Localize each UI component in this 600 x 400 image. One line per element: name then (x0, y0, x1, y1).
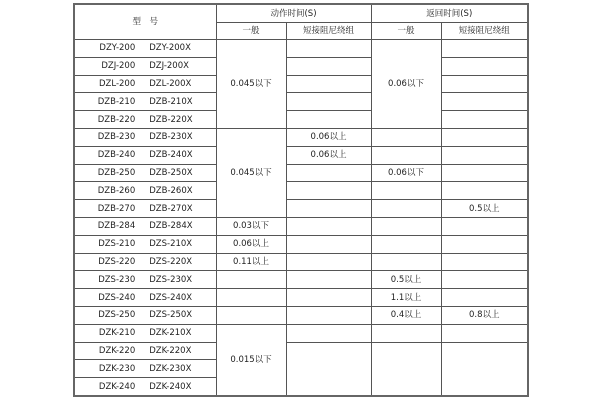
return-short-damping-cell (441, 253, 528, 271)
model-x-variant: DZB-284X (149, 221, 193, 232)
header-row-1 (74, 4, 528, 23)
model-name: DZK-240 (98, 381, 136, 392)
action-short-damping-cell (286, 111, 371, 129)
return-general-cell: 1.1以上 (371, 289, 441, 307)
model-name: DZK-230 (98, 363, 136, 374)
action-general-cell: 0.03以下 (216, 217, 286, 235)
model-name: DZY-200 (99, 43, 136, 54)
header-action-time: 动作时间(S) (216, 4, 371, 23)
model-name: DZS-220 (98, 256, 136, 267)
return-short-damping-cell (441, 75, 528, 93)
model-cell (74, 40, 216, 58)
action-short-damping-cell (286, 289, 371, 307)
table-row (74, 164, 528, 182)
model-name: DZS-250 (98, 310, 136, 321)
model-x-variant: DZB-230X (149, 132, 193, 143)
model-x-variant: DZK-240X (149, 381, 192, 392)
model-cell (74, 235, 216, 253)
model-cell (74, 111, 216, 129)
model-cell (74, 200, 216, 218)
model-x-variant: DZB-220X (149, 114, 193, 125)
model-cell (74, 182, 216, 200)
model-cell (74, 378, 216, 396)
return-short-damping-cell (441, 93, 528, 111)
action-general-cell (216, 306, 286, 324)
model-cell (74, 146, 216, 164)
table-row (74, 146, 528, 164)
model-x-variant: DZY-200X (149, 43, 191, 54)
model-cell (74, 306, 216, 324)
header-return-short-damping: 短接阻尼绕组 (441, 23, 528, 40)
return-short-damping-cell (441, 182, 528, 200)
model-x-variant: DZB-260X (149, 185, 193, 196)
model-x-variant: DZL-200X (149, 78, 192, 89)
table-row (74, 200, 528, 218)
action-short-damping-cell (286, 200, 371, 218)
table-row (74, 182, 528, 200)
return-short-damping-cell: 0.5以上 (441, 200, 528, 218)
return-short-damping-cell (441, 289, 528, 307)
model-name: DZL-200 (99, 78, 136, 89)
action-short-damping-cell (286, 271, 371, 289)
action-short-damping-cell (286, 182, 371, 200)
return-general-cell (371, 200, 441, 218)
return-short-damping-cell (441, 235, 528, 253)
model-x-variant: DZB-210X (149, 96, 193, 107)
return-general-cell: 0.4以上 (371, 306, 441, 324)
return-short-damping-cell (441, 57, 528, 75)
action-general-cell: 0.045以下 (216, 40, 286, 129)
model-name: DZB-270 (97, 203, 136, 214)
return-general-cell (371, 217, 441, 235)
model-name: DZB-260 (97, 185, 136, 196)
action-short-damping-cell: 0.06以上 (286, 146, 371, 164)
action-short-damping-cell: 0.06以上 (286, 128, 371, 146)
return-short-damping-cell (441, 342, 528, 396)
return-short-damping-cell (441, 271, 528, 289)
model-cell (74, 57, 216, 75)
action-short-damping-cell (286, 235, 371, 253)
table-row (74, 306, 528, 324)
table-row (74, 111, 528, 129)
return-short-damping-cell (441, 146, 528, 164)
model-x-variant: DZS-210X (149, 239, 193, 250)
model-cell (74, 128, 216, 146)
return-general-cell (371, 182, 441, 200)
table-row (74, 289, 528, 307)
return-general-cell (371, 128, 441, 146)
model-name: DZS-230 (98, 274, 136, 285)
action-general-cell (216, 289, 286, 307)
model-name: DZJ-200 (101, 61, 136, 72)
action-short-damping-cell (286, 324, 371, 342)
model-name: DZB-250 (97, 167, 136, 178)
return-short-damping-cell (441, 40, 528, 58)
action-short-damping-cell (286, 57, 371, 75)
return-short-damping-cell (441, 111, 528, 129)
model-cell (74, 324, 216, 342)
model-x-variant: DZS-240X (149, 292, 193, 303)
action-short-damping-cell (286, 342, 371, 396)
model-cell (74, 217, 216, 235)
model-x-variant: DZK-210X (149, 328, 192, 339)
header-return-general: 一般 (371, 23, 441, 40)
return-general-cell (371, 253, 441, 271)
table-row (74, 93, 528, 111)
action-short-damping-cell (286, 164, 371, 182)
action-general-cell (216, 271, 286, 289)
model-x-variant: DZS-250X (149, 310, 193, 321)
model-x-variant: DZJ-200X (149, 61, 189, 72)
table-row (74, 235, 528, 253)
action-general-cell: 0.06以上 (216, 235, 286, 253)
model-name: DZB-240 (97, 150, 136, 161)
model-cell (74, 289, 216, 307)
table-row (74, 128, 528, 146)
relay-timing-table (73, 3, 529, 397)
model-name: DZB-230 (97, 132, 136, 143)
return-general-cell (371, 342, 441, 396)
action-short-damping-cell (286, 306, 371, 324)
model-name: DZB-284 (97, 221, 136, 232)
model-cell (74, 164, 216, 182)
action-short-damping-cell (286, 253, 371, 271)
return-general-cell: 0.06以下 (371, 164, 441, 182)
model-x-variant: DZK-230X (149, 363, 192, 374)
return-general-cell: 0.06以下 (371, 40, 441, 129)
table-row (74, 342, 528, 360)
action-short-damping-cell (286, 93, 371, 111)
model-x-variant: DZB-250X (149, 167, 193, 178)
model-x-variant: DZK-220X (149, 345, 192, 356)
model-cell (74, 271, 216, 289)
model-cell (74, 253, 216, 271)
model-name: DZB-220 (97, 114, 136, 125)
header-action-general: 一般 (216, 23, 286, 40)
header-return-time: 返回时间(S) (371, 4, 528, 23)
header-action-short-damping: 短接阻尼绕组 (286, 23, 371, 40)
return-short-damping-cell (441, 128, 528, 146)
table-row (74, 217, 528, 235)
model-cell (74, 93, 216, 111)
table-row (74, 57, 528, 75)
model-x-variant: DZB-270X (149, 203, 193, 214)
model-cell (74, 360, 216, 378)
return-general-cell: 0.5以上 (371, 271, 441, 289)
action-short-damping-cell (286, 217, 371, 235)
model-x-variant: DZS-230X (149, 274, 193, 285)
model-name: DZS-240 (98, 292, 136, 303)
model-cell (74, 342, 216, 360)
table-row (74, 253, 528, 271)
table-row (74, 40, 528, 58)
return-general-cell (371, 235, 441, 253)
return-short-damping-cell: 0.8以上 (441, 306, 528, 324)
model-x-variant: DZS-220X (149, 256, 193, 267)
model-x-variant: DZB-240X (149, 150, 193, 161)
model-name: DZK-220 (98, 345, 136, 356)
return-short-damping-cell (441, 324, 528, 342)
return-short-damping-cell (441, 217, 528, 235)
table-row (74, 271, 528, 289)
action-general-cell: 0.015以下 (216, 324, 286, 396)
return-short-damping-cell (441, 164, 528, 182)
table-row (74, 75, 528, 93)
return-general-cell (371, 146, 441, 164)
model-name: DZK-210 (98, 328, 136, 339)
header-model: 型 号 (74, 4, 216, 40)
action-short-damping-cell (286, 40, 371, 58)
table-row (74, 324, 528, 342)
model-name: DZS-210 (98, 239, 136, 250)
action-general-cell: 0.11以上 (216, 253, 286, 271)
action-general-cell: 0.045以下 (216, 128, 286, 217)
model-cell (74, 75, 216, 93)
return-general-cell (371, 324, 441, 342)
action-short-damping-cell (286, 75, 371, 93)
model-name: DZB-210 (97, 96, 136, 107)
